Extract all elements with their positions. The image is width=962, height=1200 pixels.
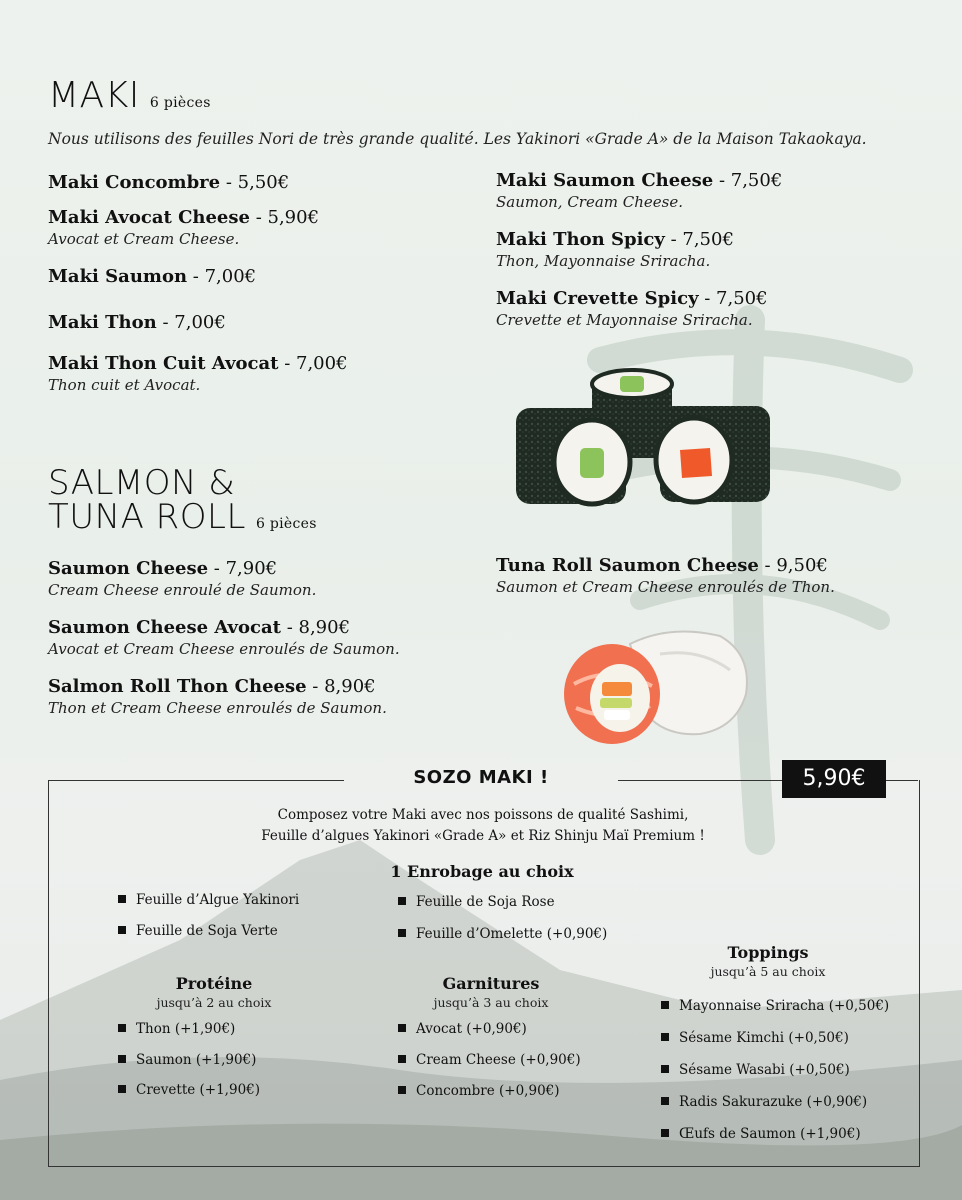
bullet-square-icon [118, 895, 126, 903]
item-name: Saumon Cheese [48, 558, 209, 579]
item-description: Thon cuit et Avocat. [48, 376, 201, 394]
option-item [118, 1082, 260, 1098]
bullet-square-icon [661, 1065, 669, 1073]
menu-item [48, 676, 387, 717]
item-name: Maki Thon Spicy [496, 229, 665, 250]
bullet-square-icon [118, 1055, 126, 1063]
option-label: Feuille d’Omelette (+0,90€) [416, 926, 608, 942]
item-name: Maki Saumon [48, 266, 188, 287]
divider [48, 780, 344, 781]
bullet-square-icon [398, 897, 406, 905]
bullet-square-icon [398, 1055, 406, 1063]
option-item [398, 1052, 581, 1068]
option-label: Feuille de Soja Verte [136, 923, 278, 939]
item-price: - 7,50€ [713, 170, 783, 191]
salmon-tuna-title-line1: SALMON & [48, 463, 236, 503]
item-price: - 5,50€ [220, 172, 290, 193]
item-description: Thon et Cream Cheese enroulés de Saumon. [48, 699, 387, 717]
option-item [661, 1030, 849, 1046]
option-label: Cream Cheese (+0,90€) [416, 1052, 581, 1068]
maki-pieces: 6 pièces [149, 95, 211, 111]
sozo-intro-line2: Feuille d’algues Yakinori «Grade A» et Riz Shinju Maï Premium ! [261, 828, 705, 844]
option-label: Concombre (+0,90€) [416, 1083, 560, 1099]
item-description: Saumon et Cream Cheese enroulés de Thon. [496, 578, 835, 596]
menu-item [48, 266, 256, 287]
bullet-square-icon [398, 1086, 406, 1094]
maki-rolls-image [512, 368, 774, 516]
item-name: Salmon Roll Thon Cheese [48, 676, 307, 697]
item-name: Saumon Cheese Avocat [48, 617, 281, 638]
menu-item [48, 207, 319, 248]
menu-item [48, 353, 348, 394]
item-price: - 5,90€ [249, 207, 320, 228]
item-price: - 7,00€ [156, 312, 226, 333]
menu-item [496, 170, 782, 211]
item-description: Thon, Mayonnaise Sriracha. [496, 252, 711, 270]
option-label: Radis Sakurazuke (+0,90€) [679, 1094, 868, 1110]
item-price: - 8,90€ [280, 617, 351, 638]
menu-item [48, 172, 289, 193]
item-price: - 7,00€ [278, 353, 348, 374]
option-item [398, 1021, 527, 1037]
option-label: Sésame Wasabi (+0,50€) [679, 1062, 850, 1078]
option-item [118, 892, 299, 908]
item-name: Maki Concombre [48, 172, 221, 193]
maki-title: MAKI 6 pièces [48, 75, 211, 116]
menu-item [496, 288, 768, 329]
item-price: - 7,50€ [698, 288, 768, 309]
salmon-tuna-title [48, 463, 317, 537]
bullet-square-icon [661, 1097, 669, 1105]
item-description: Avocat et Cream Cheese enroulés de Saumon. [48, 640, 400, 658]
bullet-square-icon [661, 1129, 669, 1137]
item-price: - 7,00€ [187, 266, 257, 287]
toppings-heading: Toppings [727, 943, 809, 962]
item-price: - 8,90€ [306, 676, 376, 697]
salmon-tuna-pieces: 6 pièces [255, 516, 317, 532]
option-item [118, 923, 278, 939]
item-description: Crevette et Mayonnaise Sriracha. [496, 311, 753, 329]
garnitures-sub: jusqu’à 3 au choix [433, 995, 549, 1010]
option-label: Avocat (+0,90€) [416, 1021, 527, 1037]
option-item [661, 1126, 861, 1142]
bullet-square-icon [398, 1024, 406, 1032]
option-label: Sésame Kimchi (+0,50€) [679, 1030, 849, 1046]
item-name: Maki Saumon Cheese [496, 170, 714, 191]
option-item [398, 894, 555, 910]
option-label: Œufs de Saumon (+1,90€) [679, 1126, 861, 1142]
option-item [398, 1083, 560, 1099]
item-name: Maki Avocat Cheese [48, 207, 250, 228]
item-name: Maki Thon Cuit Avocat [48, 353, 279, 374]
item-price: - 7,90€ [208, 558, 278, 579]
bullet-square-icon [398, 929, 406, 937]
sozo-title: SOZO MAKI ! [413, 767, 549, 788]
option-item [661, 1094, 867, 1110]
option-label: Mayonnaise Sriracha (+0,50€) [679, 998, 890, 1014]
item-description: Cream Cheese enroulé de Saumon. [48, 581, 317, 599]
option-label: Feuille de Soja Rose [416, 894, 555, 910]
item-description: Saumon, Cream Cheese. [496, 193, 684, 211]
option-item [118, 1052, 256, 1068]
option-item [661, 998, 889, 1014]
menu-item [496, 229, 734, 270]
option-item [661, 1062, 850, 1078]
bullet-square-icon [118, 1085, 126, 1093]
enrobage-heading: 1 Enrobage au choix [390, 862, 574, 881]
menu-item [48, 617, 400, 658]
item-price: - 7,50€ [664, 229, 734, 250]
item-price: - 9,50€ [758, 555, 828, 576]
option-label: Saumon (+1,90€) [136, 1052, 257, 1068]
sozo-intro-line1: Composez votre Maki avec nos poissons de qualité Sashimi, [277, 807, 689, 823]
maki-intro: Nous utilisons des feuilles Nori de très grande qualité. Les Yakinori «Grade A» de la Maison Takaokaya. [48, 130, 867, 148]
bullet-square-icon [661, 1001, 669, 1009]
sozo-price-badge: 5,90€ [782, 760, 886, 798]
option-item [398, 926, 607, 942]
option-label: Crevette (+1,90€) [136, 1082, 261, 1098]
item-name: Tuna Roll Saumon Cheese [496, 555, 759, 576]
garnitures-heading: Garnitures [442, 974, 540, 993]
bullet-square-icon [661, 1033, 669, 1041]
item-description: Avocat et Cream Cheese. [48, 230, 240, 248]
menu-item [48, 558, 316, 599]
bullet-square-icon [118, 926, 126, 934]
toppings-sub: jusqu’à 5 au choix [710, 964, 826, 979]
item-name: Maki Thon [48, 312, 157, 333]
option-label: Thon (+1,90€) [136, 1021, 236, 1037]
proteine-sub: jusqu’à 2 au choix [156, 995, 272, 1010]
proteine-heading: Protéine [175, 974, 253, 993]
item-name: Maki Crevette Spicy [496, 288, 699, 309]
bullet-square-icon [118, 1024, 126, 1032]
option-label: Feuille d’Algue Yakinori [136, 892, 300, 908]
menu-item [48, 312, 226, 333]
option-item [118, 1021, 235, 1037]
salmon-roll-image [560, 624, 760, 748]
salmon-tuna-title-line2: TUNA ROLL [48, 497, 246, 537]
menu-item [496, 555, 835, 596]
